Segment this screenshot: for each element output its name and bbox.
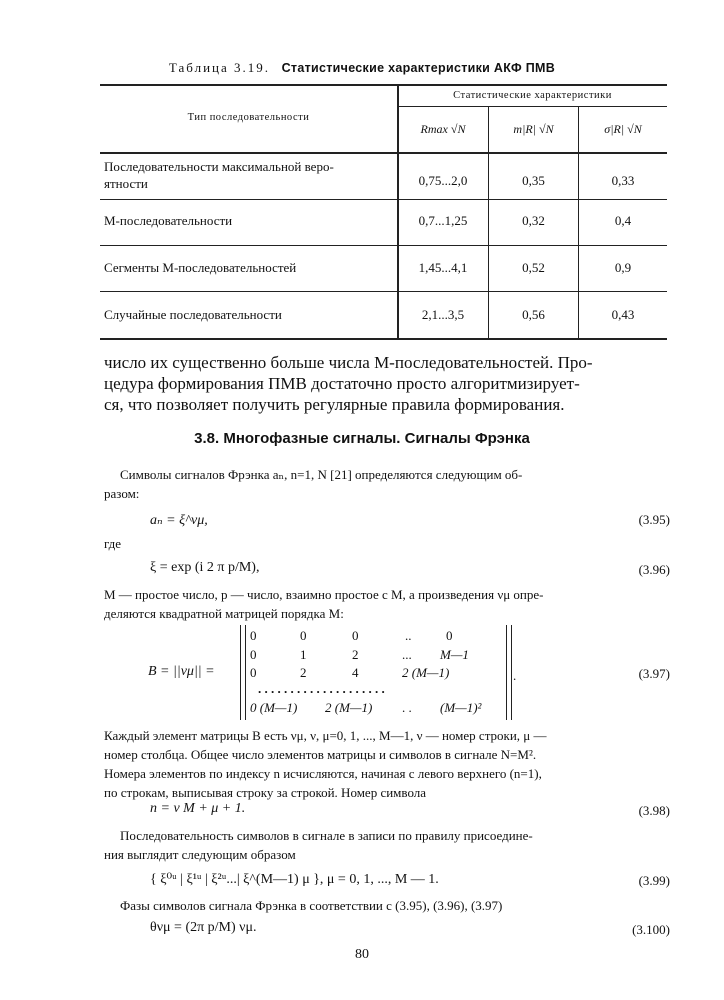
equation-number: (3.100)	[632, 922, 670, 937]
matrix-cell: 1	[300, 647, 307, 662]
header-col2: m|R| √N	[513, 122, 554, 136]
text-line: Последовательность символов в сигнале в записи по правилу присоедине-	[120, 828, 533, 843]
cell: 0,7...1,25	[418, 213, 468, 228]
cell: 0,52	[522, 260, 545, 275]
table-header-rule	[100, 152, 667, 154]
matrix-cell: 4	[352, 665, 359, 680]
matrix-cell: 0	[250, 665, 257, 680]
table-row	[104, 158, 394, 192]
para-line: число их существенно больше числа М-последовательностей. Про-	[104, 353, 593, 372]
table-caption-title: Статистические характеристики АКФ ПМВ	[281, 61, 556, 75]
matrix-dots-row: . . . . . . . . . . . . . . . . . . . .	[258, 681, 385, 696]
cell: 0,4	[614, 213, 632, 228]
equation-3-100: θνμ = (2π p/M) νμ.	[150, 920, 257, 935]
matrix-cell: 0 (M—1)	[250, 700, 298, 715]
cell: 1,45...4,1	[418, 260, 468, 275]
text-block-5: Фазы символов сигнала Фрэнка в соответствии с (3.95), (3.96), (3.97)	[120, 898, 503, 913]
text-line: номер столбца. Общее число элементов матрицы и символов в сигнале N=M².	[104, 747, 537, 762]
text-block-2	[104, 585, 670, 623]
body-paragraph	[104, 352, 670, 415]
text-line: Символы сигналов Фрэнка aₙ, n=1, N [21] определяются следующим об-	[120, 467, 523, 482]
text-line: по строкам, выписывая строку за строкой. Номер символа	[104, 785, 427, 800]
equation-3-95: aₙ = ξ^νμ,	[150, 513, 208, 528]
row-type-cont: ятности	[104, 176, 148, 191]
matrix-cell: 0	[446, 628, 453, 643]
equation-number: (3.98)	[638, 803, 670, 818]
equation-3-99: { ξ⁰ᵘ | ξ¹ᵘ | ξ²ᵘ...| ξ^(M—1) μ }, μ = 0, 1, ..., M — 1.	[150, 872, 439, 887]
text-block-4	[104, 826, 670, 864]
matrix-cell: 0	[250, 628, 257, 643]
cell: 0,75...2,0	[418, 173, 468, 188]
matrix-cell: ..	[405, 628, 412, 643]
matrix-cell: 2	[300, 665, 307, 680]
table-row-rule-1	[100, 199, 667, 200]
header-group: Статистические характеристики	[453, 90, 612, 101]
cell: 0,9	[614, 260, 632, 275]
table-top-rule	[100, 84, 667, 86]
table-row: Случайные последовательности	[104, 307, 282, 322]
cell: 0,43	[611, 307, 635, 322]
table-row: М-последовательности	[104, 213, 233, 228]
text-block-3	[104, 726, 670, 802]
matrix-cell: 2 (M—1)	[402, 665, 450, 680]
row-type: Последовательности максимальной веро-	[104, 159, 334, 174]
cell: 0,56	[522, 307, 545, 322]
cell: 0,33	[611, 173, 635, 188]
table-bottom-rule	[100, 338, 667, 340]
cell: 2,1...3,5	[421, 307, 465, 322]
equation-number: (3.96)	[638, 562, 670, 577]
table-caption	[0, 60, 724, 76]
text-line: M — простое число, p — число, взаимно простое с M, а произведения νμ опре-	[104, 587, 544, 602]
table-caption-label: Таблица 3.19.	[168, 60, 271, 75]
equation-3-96: ξ = exp (i 2 π p/M),	[150, 560, 260, 575]
matrix-bracket-right	[506, 625, 512, 720]
text-line: ния выглядит следующим образом	[104, 847, 296, 862]
matrix-cell: 0	[352, 628, 359, 643]
cell: 0,35	[522, 173, 545, 188]
matrix-cell: 2	[352, 647, 359, 662]
equation-3-98: n = ν M + μ + 1.	[150, 801, 246, 816]
section-heading: 3.8. Многофазные сигналы. Сигналы Фрэнка	[194, 430, 530, 447]
matrix-cell: 2 (M—1)	[325, 700, 373, 715]
header-row-type: Тип последовательности	[187, 112, 310, 123]
header-col1: Rmax √N	[420, 122, 466, 136]
matrix-cell: 0	[300, 628, 307, 643]
matrix-cell: 0	[250, 647, 257, 662]
matrix-cell: (M—1)²	[440, 700, 482, 715]
equation-number: (3.97)	[638, 666, 670, 681]
equation-3-97-lhs: B = ||νμ|| =	[148, 664, 215, 679]
text-line: Каждый элемент матрицы B есть νμ, ν, μ=0, 1, ..., M—1, ν — номер строки, μ —	[104, 728, 547, 743]
para-line: ся, что позволяет получить регулярные правила формирования.	[104, 395, 565, 414]
matrix-cell: ...	[402, 647, 412, 662]
header-col3: σ|R| √N	[604, 122, 642, 136]
para-line: цедура формирования ПМВ достаточно просто алгоритмизирует-	[104, 374, 580, 393]
table-row: Сегменты М-последовательностей	[104, 260, 297, 275]
matrix-period: .	[513, 668, 517, 683]
table-row-rule-2	[100, 245, 667, 246]
text-block-1	[104, 465, 670, 503]
matrix-cell: . .	[402, 700, 412, 715]
table-group-rule	[398, 106, 667, 107]
text-line: разом:	[104, 486, 140, 501]
cell: 0,32	[522, 213, 545, 228]
text-line: деляются квадратной матрицей порядка M:	[104, 606, 344, 621]
equation-number: (3.95)	[638, 512, 670, 527]
matrix-cell: M—1	[440, 647, 469, 662]
where-word: где	[104, 536, 122, 551]
page-number: 80	[355, 947, 369, 962]
text-line: Номера элементов по индексу n исчисляются, начиная с левого верхнего (n=1),	[104, 766, 542, 781]
table-row-rule-3	[100, 291, 667, 292]
matrix-bracket-left	[240, 625, 246, 720]
equation-number: (3.99)	[638, 873, 670, 888]
